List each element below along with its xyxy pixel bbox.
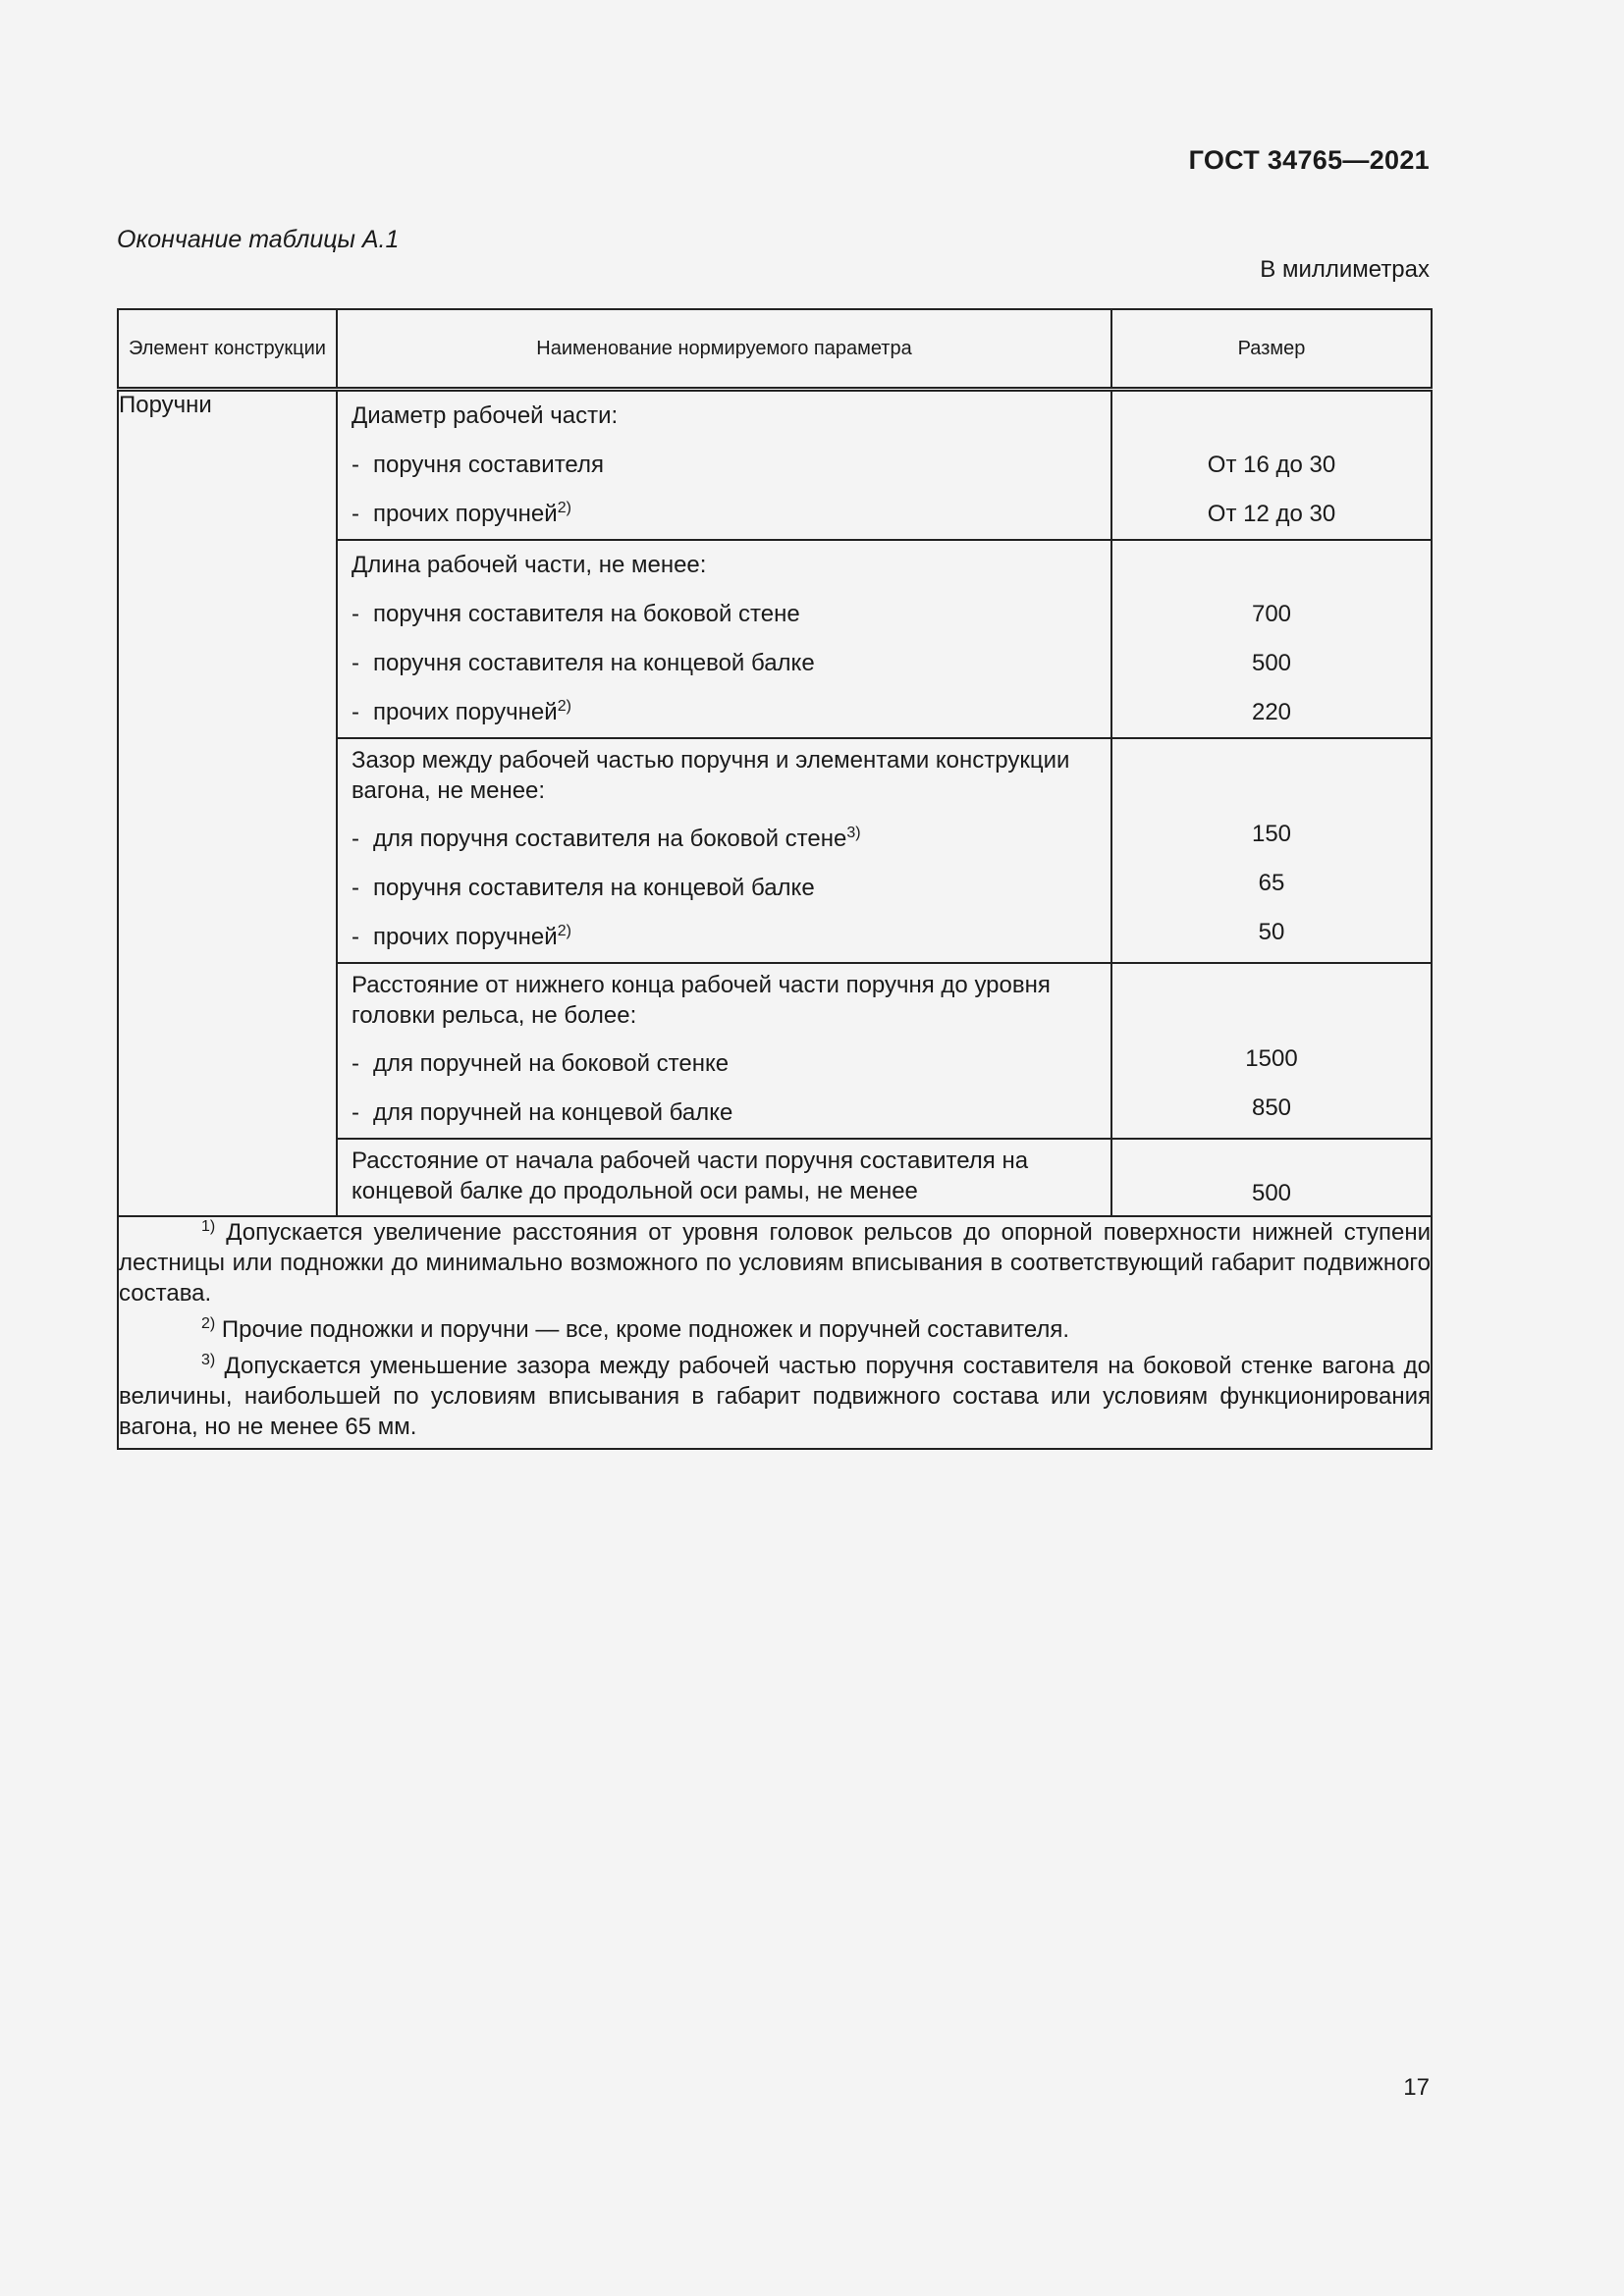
parameters-table	[117, 308, 1433, 1450]
footnotes-cell	[118, 1216, 1432, 1449]
list-item: - поручня составителя на боковой стене	[352, 601, 800, 627]
table-row	[118, 390, 1432, 541]
group-title: Длина рабочей части, не менее:	[352, 552, 707, 578]
parameter-cell	[337, 390, 1111, 541]
value: 700	[1251, 601, 1292, 627]
value: От 12 до 30	[1207, 501, 1336, 527]
footnote-mark: 1)	[201, 1218, 216, 1235]
list-item: - прочих поручней$^{2)}$	[352, 923, 571, 950]
header-element: Элемент конструкции	[118, 309, 337, 390]
value: 150	[1251, 821, 1292, 847]
element-cell: Поручни	[118, 390, 337, 1217]
list-item: - прочих поручней$^{2)}$	[352, 698, 571, 725]
list-item: - для поручней на концевой балке	[352, 1099, 733, 1126]
value: 500	[1251, 650, 1292, 676]
value-cell	[1111, 963, 1432, 1139]
parameter-cell	[337, 738, 1111, 963]
group-title: Зазор между рабочей частью поручня и элементами конструкции вагона, не менее:	[352, 747, 1070, 804]
group-title: Расстояние от нижнего конца рабочей части поручня до уровня головки рельса, не более:	[352, 972, 1051, 1029]
list-item: - для поручней на боковой стенке	[352, 1050, 730, 1077]
group-title: Диаметр рабочей части:	[352, 402, 619, 429]
table-caption: Окончание таблицы А.1	[117, 226, 400, 253]
value: От 16 до 30	[1207, 452, 1336, 478]
footnote-ref: 3)	[846, 825, 861, 841]
value-cell	[1111, 1139, 1432, 1216]
footnotes-row	[118, 1216, 1432, 1449]
value-cell	[1111, 390, 1432, 541]
value: 50	[1258, 919, 1285, 945]
list-item: - поручня составителя	[352, 452, 604, 478]
footnote: $^{3)}$ Допускается уменьшение зазора между рабочей частью поручня составителя на боковой стенке вагона до величины, наибольшей по условиям вписывания в габарит подвижного состава или условиям функционирования вагона, но не менее 65 мм.	[119, 1352, 1432, 1440]
list-item: - прочих поручней$^{2)}$	[352, 500, 571, 527]
footnote: $^{1)}$ Допускается увеличение расстояния от уровня головок рельсов до опорной поверхности нижней ступени лестницы или подножки до минимально возможного по условиям вписывания в соответствующий габарит подвижного состава.	[119, 1218, 1431, 1307]
value: 1500	[1245, 1045, 1298, 1072]
footnote-ref: 2)	[557, 698, 571, 715]
list-item: - для поручня составителя на боковой стене$^{3)}$	[352, 825, 861, 852]
parameter-cell	[337, 540, 1111, 738]
value: 65	[1258, 870, 1285, 896]
value: 500	[1251, 1180, 1292, 1206]
header-size: Размер	[1111, 309, 1432, 390]
header-parameter: Наименование нормируемого параметра	[337, 309, 1111, 390]
footnote-mark: 2)	[201, 1315, 216, 1332]
footnote: $^{2)}$ Прочие подножки и поручни — все, кроме подножек и поручней составителя.	[201, 1315, 1070, 1343]
value: 220	[1251, 699, 1292, 725]
parameter-cell	[337, 1139, 1111, 1216]
table-header-row	[118, 309, 1432, 390]
footnote-mark: 3)	[201, 1352, 216, 1368]
value-cell	[1111, 738, 1432, 963]
value-cell	[1111, 540, 1432, 738]
row-text: Расстояние от начала рабочей части поручня составителя на концевой балке до продольной оси рамы, не менее	[352, 1148, 1029, 1204]
list-item: - поручня составителя на концевой балке	[352, 650, 815, 676]
parameter-cell	[337, 963, 1111, 1139]
units-note: В миллиметрах	[1260, 256, 1430, 283]
page-number: 17	[1403, 2074, 1430, 2101]
list-item: - поручня составителя на концевой балке	[352, 875, 815, 901]
value: 850	[1251, 1095, 1292, 1121]
footnote-ref: 2)	[557, 923, 571, 939]
standard-code: ГОСТ 34765—2021	[1188, 145, 1430, 175]
footnote-ref: 2)	[557, 500, 571, 516]
